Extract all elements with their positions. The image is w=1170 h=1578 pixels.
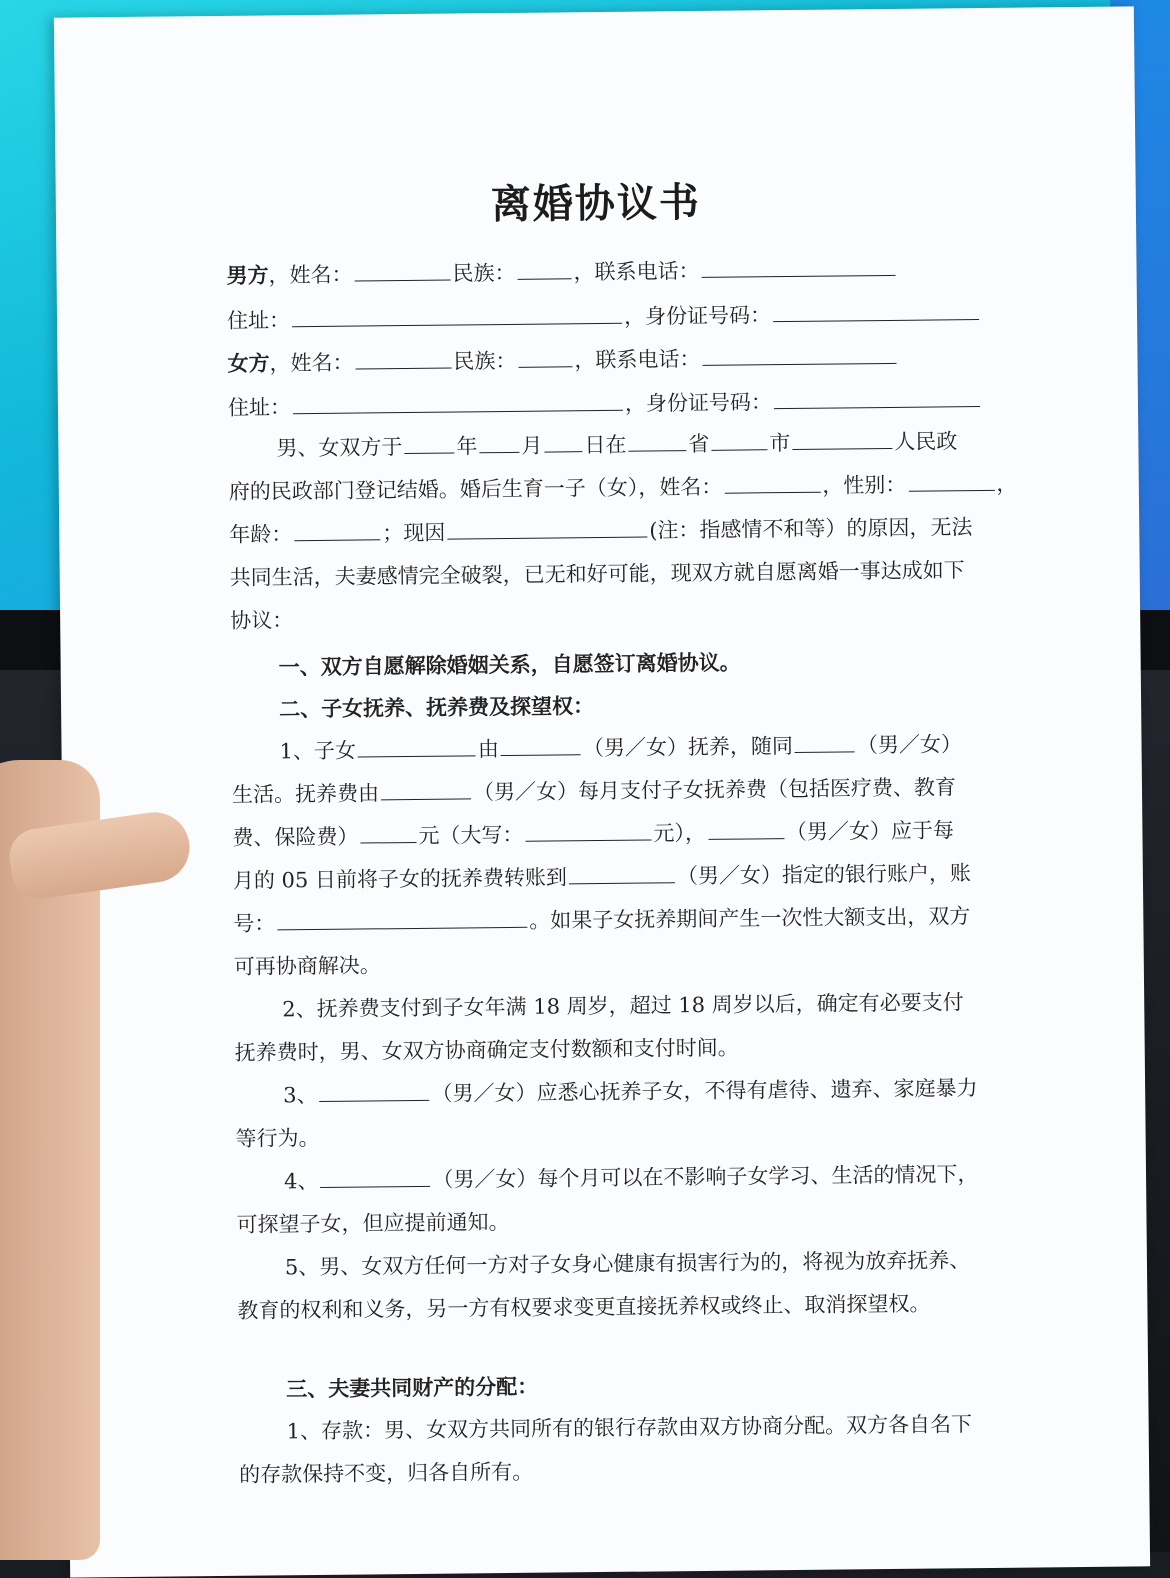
year-blank[interactable] bbox=[404, 433, 454, 455]
phone-label: ，联系电话： bbox=[574, 346, 701, 373]
section-3 bbox=[238, 1360, 1029, 1497]
clause-line: 2、抚养费支付到子女年满 18 周岁，超过 18 周岁以后，确定有必要支付 bbox=[282, 990, 964, 1022]
name-label: ，姓名： bbox=[269, 350, 354, 376]
government-blank[interactable] bbox=[792, 428, 892, 450]
text: 年 bbox=[456, 434, 478, 459]
text: 号： bbox=[233, 911, 276, 936]
male-address-blank[interactable] bbox=[292, 303, 622, 327]
clause-line: 可再协商解决。 bbox=[233, 953, 381, 979]
section-2 bbox=[231, 680, 1028, 1333]
reason-blank[interactable] bbox=[447, 517, 647, 540]
ethnic-label: 民族： bbox=[452, 260, 516, 286]
text: 人民政 bbox=[894, 429, 958, 454]
account-blank[interactable] bbox=[277, 907, 527, 931]
female-label: 女方 bbox=[227, 350, 270, 376]
id-label: ，身份证号码： bbox=[623, 303, 772, 329]
text: （男／女） bbox=[856, 732, 963, 758]
clause-line: 可探望子女，但应提前通知。 bbox=[236, 1209, 510, 1237]
text: ；现因 bbox=[382, 520, 446, 546]
text: 府的民政部门登记结婚。婚后生育一子（女），姓名： bbox=[228, 474, 723, 504]
text: （男／女）指定的银行账户，账 bbox=[676, 861, 972, 889]
text: 省 bbox=[688, 431, 710, 457]
female-name-blank[interactable] bbox=[355, 348, 451, 370]
intro-line: 协议： bbox=[230, 608, 294, 633]
text: （男／女）应于每 bbox=[785, 818, 955, 845]
text: 元）， bbox=[653, 820, 707, 846]
payer2-blank[interactable] bbox=[708, 818, 784, 840]
month-blank[interactable] bbox=[479, 432, 519, 453]
text: 市 bbox=[769, 431, 791, 456]
name-label: ，姓名： bbox=[268, 262, 353, 288]
female-info-row bbox=[227, 342, 898, 379]
text: 月的 05 日前将子女的抚养费转账到 bbox=[232, 865, 568, 893]
male-ethnic-blank[interactable] bbox=[517, 258, 571, 280]
text: 日在 bbox=[584, 432, 627, 458]
female-phone-blank[interactable] bbox=[702, 343, 896, 366]
caregiver-blank[interactable] bbox=[319, 1080, 429, 1102]
clause-line: 抚养费时，男、女双方协商确定支付数额和支付时间。 bbox=[234, 1035, 739, 1065]
text: ， bbox=[996, 471, 1018, 496]
text: ，性别： bbox=[822, 472, 907, 498]
text: （男／女）抚养，随同 bbox=[582, 733, 794, 761]
male-label: 男方 bbox=[226, 262, 269, 288]
text: 由 bbox=[477, 737, 500, 762]
male-name-blank[interactable] bbox=[354, 260, 450, 282]
section-heading: 三、夫妻共同财产的分配： bbox=[286, 1373, 539, 1402]
text: 月 bbox=[521, 433, 543, 458]
text: （男／女）每月支付子女抚养费（包括医疗费、教育 bbox=[472, 775, 957, 805]
address-label: 住址： bbox=[227, 395, 292, 420]
child-age-blank[interactable] bbox=[294, 519, 380, 541]
payer-blank[interactable] bbox=[381, 778, 471, 800]
section-heading: 二、子女抚养、抚养费及探望权： bbox=[278, 693, 595, 722]
text: 生活。抚养费由 bbox=[231, 781, 380, 807]
text: 3、 bbox=[283, 1082, 318, 1108]
phone-label: ，联系电话： bbox=[573, 258, 700, 285]
document-sheet bbox=[54, 6, 1150, 1577]
clause-line: 的存款保持不变，归各自所有。 bbox=[239, 1459, 534, 1487]
intro-line: 共同生活，夫妻感情完全破裂，已无和好可能，现双方就自愿离婚一事达成如下 bbox=[229, 558, 965, 590]
document-title: 离婚协议书 bbox=[490, 178, 702, 229]
amount-blank[interactable] bbox=[360, 822, 416, 844]
clause-line bbox=[235, 1067, 1025, 1118]
text: （男／女）应悉心抚养子女，不得有虐待、遗弃、家庭暴力 bbox=[431, 1076, 978, 1106]
text: (注：指感情不和等）的原因，无法 bbox=[649, 515, 973, 543]
text: 1、子女 bbox=[279, 738, 357, 764]
female-address-row bbox=[228, 385, 982, 423]
clause-line bbox=[236, 1153, 1026, 1204]
male-id-blank[interactable] bbox=[773, 299, 979, 322]
day-blank[interactable] bbox=[544, 431, 582, 452]
text: 。如果子女抚养期间产生一次性大额支出，双方 bbox=[529, 904, 971, 933]
clause-line: 5、男、女双方任何一方对子女身心健康有损害行为的，将视为放弃抚养、 bbox=[284, 1248, 971, 1280]
female-ethnic-blank[interactable] bbox=[518, 346, 572, 368]
ethnic-label: 民族： bbox=[453, 348, 517, 374]
text: 费、保险费） bbox=[232, 824, 359, 850]
clause-line: 等行为。 bbox=[235, 1125, 320, 1151]
amount-words-blank[interactable] bbox=[525, 819, 651, 841]
text: 年龄： bbox=[229, 522, 293, 547]
child-gender-blank[interactable] bbox=[908, 470, 994, 492]
clause-line: 教育的权利和义务，另一方有权要求变更直接抚养权或终止、取消探望权。 bbox=[237, 1291, 931, 1323]
male-address-row bbox=[227, 298, 981, 336]
text: 4、 bbox=[283, 1168, 319, 1194]
clause-line: 1、存款：男、女双方共同所有的银行存款由双方协商分配。双方各自名下 bbox=[286, 1412, 973, 1444]
intro-paragraph bbox=[228, 420, 1020, 643]
section-heading: 一、双方自愿解除婚姻关系，自愿签订离婚协议。 bbox=[278, 649, 741, 680]
male-info-row bbox=[226, 254, 897, 291]
id-label: ，身份证号码： bbox=[624, 390, 773, 416]
clause-line bbox=[233, 895, 1023, 946]
child-name-blank[interactable] bbox=[724, 472, 820, 494]
province-blank[interactable] bbox=[628, 430, 686, 452]
text: 元（大写： bbox=[418, 822, 524, 848]
live-with-blank[interactable] bbox=[795, 731, 855, 753]
child-blank[interactable] bbox=[358, 735, 476, 757]
text: 男、女双方于 bbox=[276, 435, 403, 461]
city-blank[interactable] bbox=[711, 429, 767, 451]
address-label: 住址： bbox=[226, 308, 291, 333]
text: （男／女）每个月可以在不影响子女学习、生活的情况下， bbox=[432, 1162, 979, 1192]
custodian-blank[interactable] bbox=[501, 734, 581, 756]
female-address-blank[interactable] bbox=[293, 390, 623, 414]
visitor-blank[interactable] bbox=[320, 1166, 430, 1188]
female-id-blank[interactable] bbox=[774, 386, 980, 409]
recipient-blank[interactable] bbox=[569, 862, 675, 884]
male-phone-blank[interactable] bbox=[701, 255, 895, 278]
